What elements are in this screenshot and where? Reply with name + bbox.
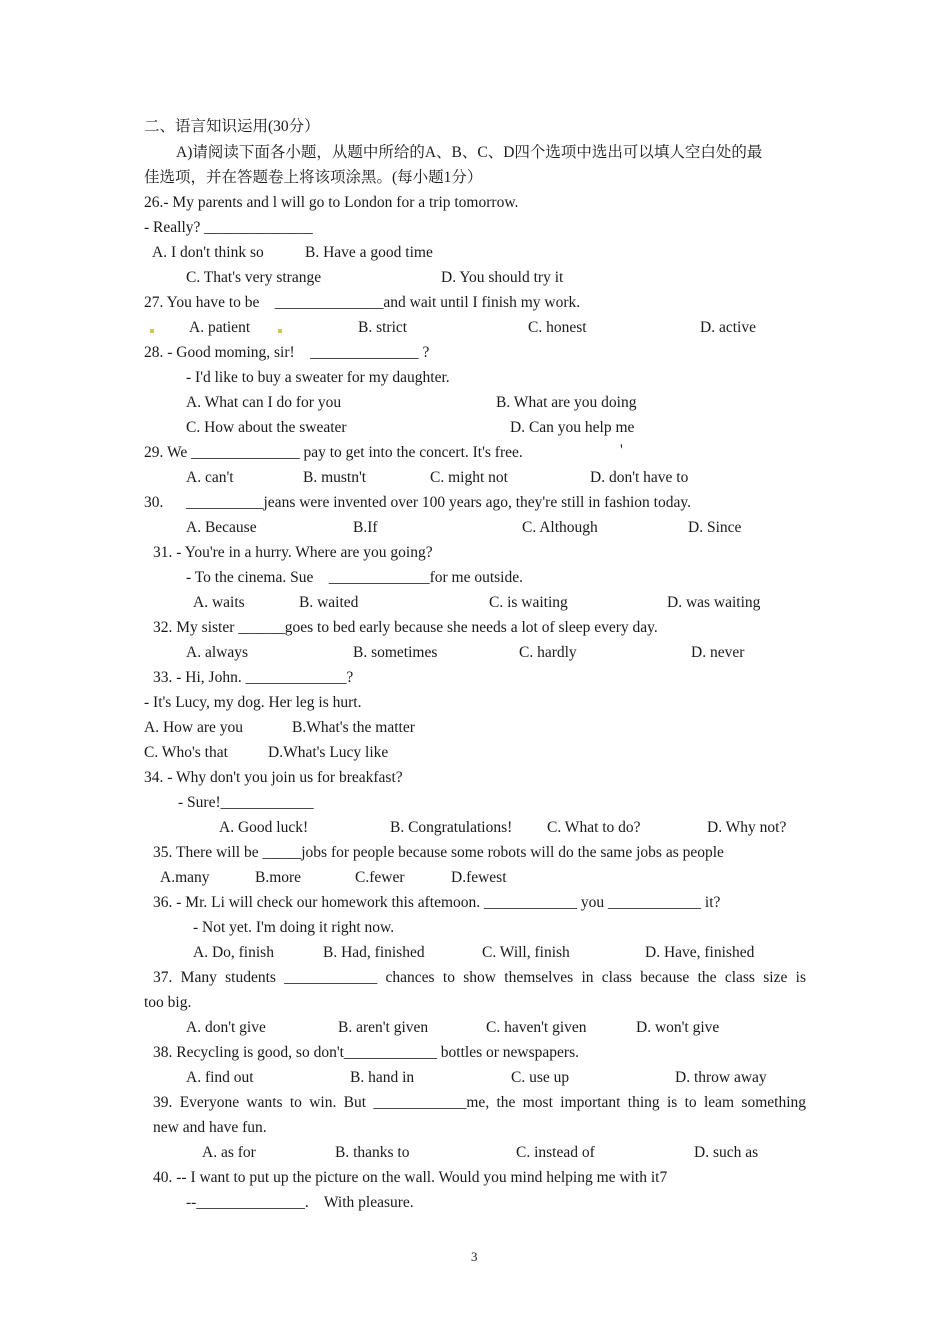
q26-option-c: C. That's very strange [186, 269, 322, 286]
q37-option-b: B. aren't given [338, 1019, 429, 1036]
q37-option-d: D. won't give [636, 1019, 720, 1036]
q34-option-d: D. Why not? [707, 819, 787, 836]
q30-option-c: C. Although [522, 519, 598, 536]
q38-option-d: D. throw away [675, 1069, 767, 1086]
q29-option-c: C. might not [430, 469, 508, 486]
q33-reply: - It's Lucy, my dog. Her leg is hurt. [144, 694, 362, 711]
q33-option-d: D.What's Lucy like [268, 744, 389, 761]
q32-option-d: D. never [691, 644, 745, 661]
q38-option-a: A. find out [186, 1069, 254, 1086]
q26-stem: 26.- My parents and l will go to London for a trip tomorrow. [144, 194, 519, 211]
q38-option-b: B. hand in [350, 1069, 415, 1086]
q40-stem: 40. -- I want to put up the picture on the wall. Would you mind helping me with it7 [153, 1169, 668, 1186]
q27-option-b: B. strict [358, 319, 408, 336]
page-number: 3 [471, 1249, 478, 1264]
q39-option-b: B. thanks to [335, 1144, 410, 1161]
q35-option-a: A.many [160, 869, 210, 886]
q26-option-b: B. Have a good time [305, 244, 433, 261]
q39-stem-line-2: new and have fun. [153, 1119, 267, 1136]
q31-option-a: A. waits [193, 594, 245, 611]
q27-option-d: D. active [700, 319, 756, 336]
q34-reply: - Sure!____________ [178, 794, 314, 811]
q30-option-b: B.If [353, 519, 378, 536]
q28-option-b: B. What are you doing [496, 394, 637, 411]
q34-stem: 34. - Why don't you join us for breakfast? [144, 769, 403, 786]
instructions-line-1: A)请阅读下面各小题，从题中所给的A、B、C、D四个选项中选出可以填人空白处的最 [176, 144, 763, 161]
q35-stem: 35. There will be _____jobs for people because some robots will do the same jobs as people [153, 844, 724, 861]
q38-stem: 38. Recycling is good, so don't____________ bottles or newspapers. [153, 1044, 579, 1061]
q26-option-a: A. I don't think so [152, 244, 264, 261]
q32-option-b: B. sometimes [353, 644, 438, 661]
q38-option-c: C. use up [511, 1069, 570, 1086]
q35-option-c: C.fewer [355, 869, 405, 886]
instructions-line-2: 佳选项，并在答题卷上将该项涂黑。(每小题1分） [144, 169, 483, 186]
q28-option-a: A. What can I do for you [186, 394, 342, 411]
stray-mark [150, 329, 154, 333]
q26-reply: - Really? ______________ [144, 219, 313, 236]
q31-stem: 31. - You're in a hurry. Where are you going? [153, 544, 433, 561]
q30-option-a: A. Because [186, 519, 257, 536]
q37-stem-line-2: too big. [144, 994, 192, 1011]
q27-option-a: A. patient [189, 319, 251, 336]
q37-stem-line-1: 37. Many students ____________ chances to show themselves in class because the class size is [153, 969, 806, 986]
stray-mark [278, 329, 282, 333]
q27-stem: 27. You have to be ______________and wait until I finish my work. [144, 294, 581, 311]
q34-option-b: B. Congratulations! [390, 819, 513, 836]
section-title: 二、语言知识运用(30分） [144, 118, 320, 135]
q39-option-d: D. such as [694, 1144, 759, 1161]
q34-option-a: A. Good luck! [219, 819, 309, 836]
q31-option-d: D. was waiting [667, 594, 761, 611]
q39-option-c: C. instead of [516, 1144, 595, 1161]
q33-option-c: C. Who's that [144, 744, 228, 761]
q37-option-c: C. haven't given [486, 1019, 587, 1036]
q28-stem: 28. - Good moming, sir! ______________ ? [144, 344, 430, 361]
q33-option-b: B.What's the matter [292, 719, 415, 736]
q31-reply: - To the cinema. Sue _____________for me outside. [186, 569, 523, 586]
q29-option-b: B. mustn't [303, 469, 367, 486]
q36-option-d: D. Have, finished [645, 944, 755, 961]
q29-option-d: D. don't have to [590, 469, 689, 486]
q30-option-d: D. Since [688, 519, 742, 536]
q39-option-a: A. as for [202, 1144, 256, 1161]
q30-number: 30. [144, 494, 164, 511]
q40-reply: --______________. With pleasure. [186, 1194, 414, 1211]
q32-stem: 32. My sister ______goes to bed early because she needs a lot of sleep every day. [153, 619, 658, 636]
q32-option-a: A. always [186, 644, 248, 661]
q31-option-b: B. waited [299, 594, 359, 611]
q27-option-c: C. honest [528, 319, 587, 336]
q36-reply: - Not yet. I'm doing it right now. [193, 919, 395, 936]
q37-option-a: A. don't give [186, 1019, 266, 1036]
q34-option-c: C. What to do? [547, 819, 641, 836]
q36-stem: 36. - Mr. Li will check our homework this aftemoon. ____________ you ____________ it? [153, 894, 721, 911]
q28-reply: - I'd like to buy a sweater for my daughter. [186, 369, 450, 386]
q29-option-a: A. can't [186, 469, 234, 486]
q35-option-b: B.more [255, 869, 302, 886]
q29-stem: 29. We ______________ pay to get into the concert. It's free. [144, 444, 523, 461]
q33-option-a: A. How are you [144, 719, 244, 736]
q32-option-c: C. hardly [519, 644, 577, 661]
q36-option-c: C. Will, finish [482, 944, 570, 961]
q36-option-b: B. Had, finished [323, 944, 425, 961]
q31-option-c: C. is waiting [489, 594, 568, 611]
q39-stem-line-1: 39. Everyone wants to win. But ____________me, the most important thing is to leam something [153, 1094, 806, 1111]
q26-option-d: D. You should try it [441, 269, 564, 286]
q36-option-a: A. Do, finish [193, 944, 274, 961]
q33-stem: 33. - Hi, John. _____________? [153, 669, 354, 686]
q30-stem: __________jeans were invented over 100 years ago, they're still in fashion today. [186, 494, 691, 511]
q28-option-d: D. Can you help me [510, 419, 635, 436]
stray-mark: ' [620, 442, 623, 459]
q35-option-d: D.fewest [451, 869, 507, 886]
q28-option-c: C. How about the sweater [186, 419, 347, 436]
